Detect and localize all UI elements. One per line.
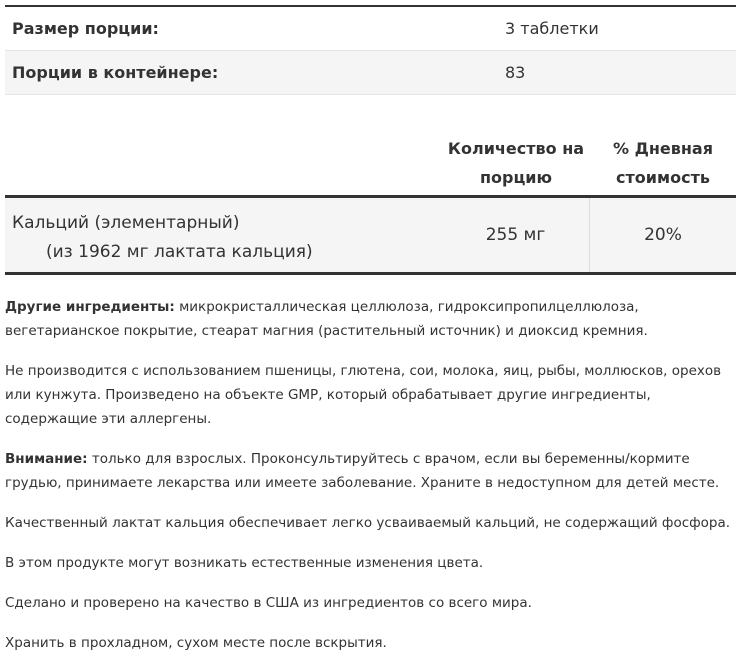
dv-header-line2: стоимость xyxy=(616,168,710,187)
nutrient-name: Кальций (элементарный) xyxy=(12,213,240,233)
servings-per-container-value: 83 xyxy=(505,63,526,82)
serving-size-label: Размер порции: xyxy=(12,19,159,38)
other-ingredients-paragraph xyxy=(5,295,741,343)
allergen-paragraph: Не производится с использованием пшеницы, глютена, сои, молока, яиц, рыбы, моллюсков, орехов или кунжута. Произведено на объекте GMP, который обрабатывает другие ингредиенты, содержащие эти аллергены. xyxy=(5,363,722,427)
warning-paragraph xyxy=(5,447,741,495)
warning-label: Внимание: xyxy=(5,451,88,467)
dv-header-line1: % Дневная xyxy=(612,139,713,158)
table-header-row xyxy=(5,95,736,198)
serving-size-row xyxy=(5,5,736,51)
made-in-paragraph: Сделано и проверено на качество в США из ингредиентов со всего мира. xyxy=(5,595,532,611)
amount-header-line1: Количество на xyxy=(447,139,585,158)
product-notes xyxy=(5,295,741,671)
table-row xyxy=(5,198,736,275)
servings-per-container-label: Порции в контейнере: xyxy=(12,63,219,82)
amount-per-serving-header xyxy=(442,134,590,195)
servings-per-container-row xyxy=(5,51,736,95)
nutrient-amount: 255 мг xyxy=(442,198,590,272)
color-variation-paragraph: В этом продукте могут возникать естественные изменения цвета. xyxy=(5,555,484,571)
nutrient-source: (из 1962 мг лактата кальция) xyxy=(46,242,313,262)
amount-header-line2: порцию xyxy=(479,168,553,187)
supplement-facts-table xyxy=(5,5,736,275)
nutrient-daily-value: 20% xyxy=(644,225,682,245)
nutrient-name-cell xyxy=(5,198,442,272)
serving-size-value: 3 таблетки xyxy=(505,19,599,38)
storage-paragraph: Хранить в прохладном, сухом месте после вскрытия. xyxy=(5,635,387,651)
daily-value-header xyxy=(590,134,736,195)
quality-paragraph: Качественный лактат кальция обеспечивает легко усваиваемый кальций, не содержащий фосфора. xyxy=(5,515,731,531)
other-ingredients-text: микрокристаллическая целлюлоза, гидроксипропилцеллюлоза, вегетарианское покрытие, стеарат магния (растительный источник) и диоксид кремния. xyxy=(5,299,648,339)
other-ingredients-label: Другие ингредиенты: xyxy=(5,299,175,315)
warning-text: только для взрослых. Проконсультируйтесь с врачом, если вы беременны/кормите грудью, принимаете лекарства или имеете заболевание. Храните в недоступном для детей месте. xyxy=(5,451,720,491)
